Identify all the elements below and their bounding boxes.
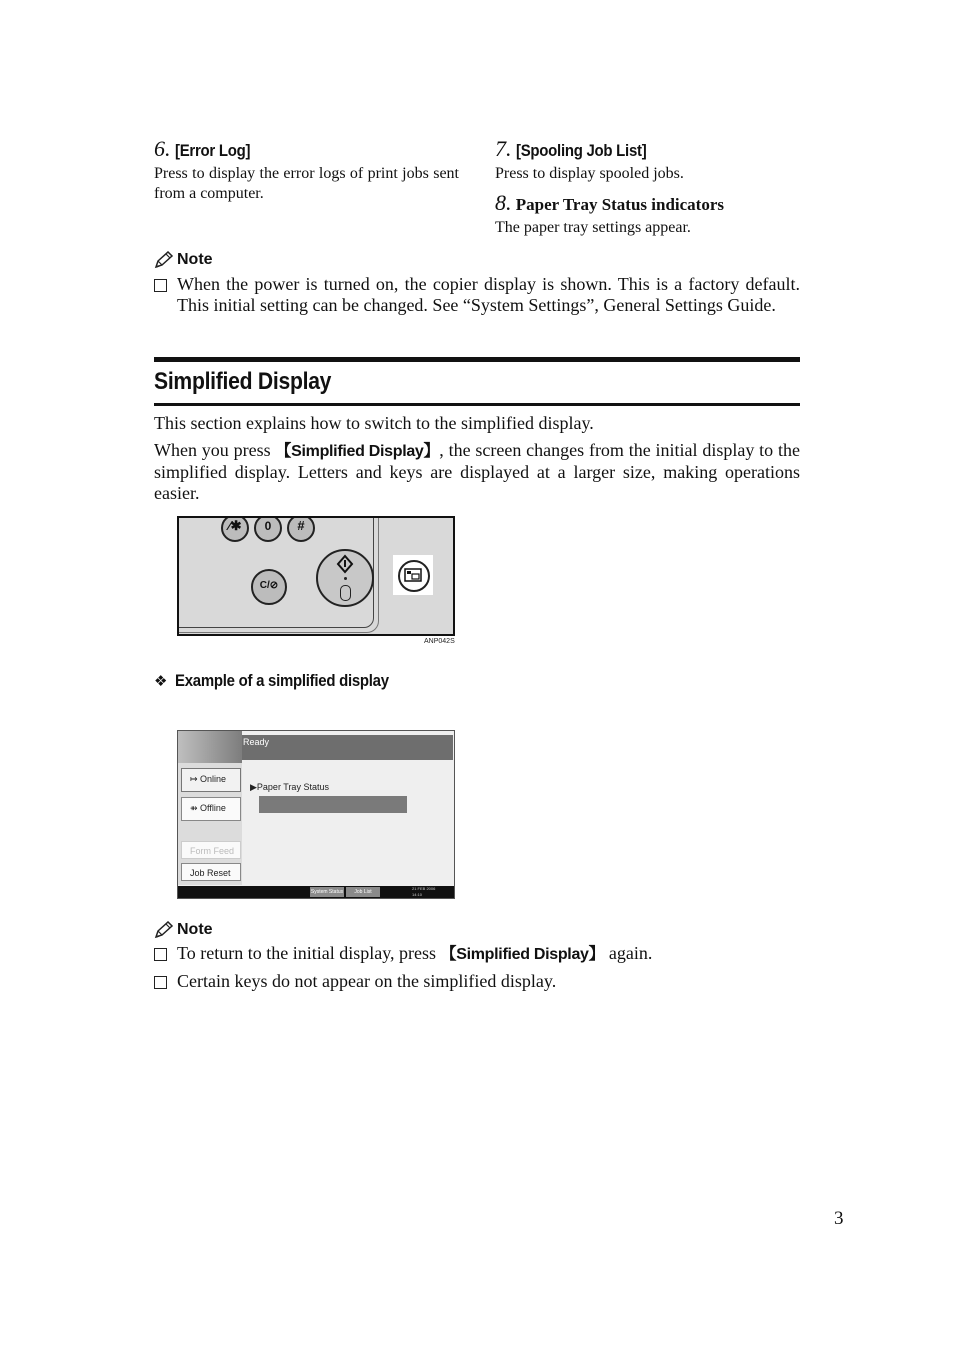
job-reset-button-label: Job Reset: [190, 868, 231, 878]
step-6-description: Press to display the error logs of print jobs sent from a computer.: [154, 165, 459, 202]
note-2-item-1-end: again.: [604, 943, 653, 963]
step-7: [495, 136, 805, 184]
system-status-button[interactable]: [310, 887, 344, 897]
section-top-rule: [154, 357, 800, 362]
note-1-title: Note: [177, 251, 213, 268]
form-feed-button[interactable]: [181, 841, 241, 859]
note-1-header: [154, 250, 800, 272]
simplified-display-button[interactable]: [393, 555, 433, 595]
step-8-number: 8.: [495, 190, 512, 215]
start-diamond-icon: [335, 554, 355, 574]
online-icon: ↦: [190, 774, 201, 784]
example-heading-text: Example of a simplified display: [175, 671, 390, 690]
pencil-icon: [154, 921, 174, 939]
paper-tray-status-bar: [259, 796, 407, 813]
checkbox-bullet-icon: [154, 976, 167, 989]
clear-stop-key-label: C/⊘: [259, 580, 279, 591]
screen-date: 21 FEB 2006: [412, 886, 436, 891]
section-title-text: Simplified Display: [154, 368, 332, 395]
offline-icon: ⇻: [190, 803, 201, 813]
section-bottom-rule: [154, 403, 800, 406]
control-panel-figure: [177, 516, 455, 636]
paper-tray-status-label: [250, 782, 329, 793]
note-1: [154, 250, 800, 316]
paper-tray-status-text: Paper Tray Status: [256, 782, 329, 792]
screen-status-text: Ready: [243, 737, 270, 747]
screen-time: 14:10: [412, 892, 423, 897]
note-2-item-1-text: [177, 943, 800, 965]
job-list-button[interactable]: [346, 887, 380, 897]
note-2-item-2: [154, 971, 800, 992]
simplified-display-key-label-2: 【Simplified Display】: [440, 946, 605, 963]
step-7-description: Press to display spooled jobs.: [495, 165, 684, 182]
online-button-label: Online: [200, 774, 227, 784]
step-8-heading: [495, 190, 805, 216]
pencil-icon: [154, 251, 174, 269]
note-2-title: Note: [177, 921, 213, 938]
note-2-header: [154, 920, 800, 942]
key-hash-label: #: [297, 518, 305, 533]
note-1-item: [154, 274, 800, 316]
section-intro: This section explains how to switch to the simplified display.: [154, 413, 594, 433]
page-number: 3: [834, 1208, 844, 1229]
note-2-item-1: [154, 943, 800, 965]
simplified-display-key-label: 【Simplified Display】: [275, 443, 440, 460]
step-8: [495, 190, 805, 238]
job-reset-button[interactable]: [181, 863, 241, 881]
offline-button[interactable]: [181, 797, 241, 821]
step-7-number: 7.: [495, 136, 512, 161]
key-zero-label: 0: [264, 519, 272, 533]
screen-header-left: [178, 731, 242, 763]
note-2-item-1-start: To return to the initial display, press: [177, 943, 441, 963]
simplified-display-icon: [404, 568, 422, 582]
step-6: [154, 136, 459, 204]
paragraph-text-end: , the screen changes from the initial display to the simplified display. Letters and keys are displayed at a larger size, making operations easier.: [154, 440, 800, 503]
form-feed-button-label: Form Feed: [190, 846, 235, 856]
example-heading: [154, 671, 554, 691]
key-star-label: ⁄✱: [228, 518, 242, 533]
clear-stop-key[interactable]: [251, 569, 287, 605]
step-7-label: [Spooling Job List]: [515, 141, 647, 160]
figure-caption: ANP042S: [424, 638, 455, 645]
arrow-right-icon: ▶: [250, 782, 257, 792]
system-status-label: System Status: [310, 889, 344, 895]
note-2: [154, 920, 800, 992]
online-button[interactable]: [181, 768, 241, 792]
step-8-label: Paper Tray Status indicators: [515, 195, 725, 214]
simplified-screen: [177, 730, 455, 899]
section-paragraph: [154, 440, 800, 504]
paragraph-text-start: When you press: [154, 440, 276, 460]
screen-bottom-bar: [178, 886, 454, 898]
offline-button-label: Offline: [200, 803, 226, 813]
job-list-label: Job List: [354, 889, 372, 895]
screen-status-bar: [242, 735, 453, 760]
start-key[interactable]: [316, 549, 374, 607]
step-6-heading: [154, 136, 459, 162]
start-key-slot: [340, 585, 351, 601]
checkbox-bullet-icon: [154, 279, 167, 292]
step-7-heading: [495, 136, 805, 162]
checkbox-bullet-icon: [154, 948, 167, 961]
step-6-number: 6.: [154, 136, 171, 161]
note-1-item-text: When the power is turned on, the copier display is shown. This is a factory default. This initial setting can be changed. See “System Settings”, General Settings Guide.: [177, 274, 800, 315]
step-6-label: [Error Log]: [174, 141, 250, 160]
step-8-description: The paper tray settings appear.: [495, 219, 691, 236]
diamond-bullet-icon: ❖: [154, 672, 168, 690]
note-2-item-2-text: Certain keys do not appear on the simplified display.: [177, 971, 557, 991]
section-title: [154, 368, 800, 396]
start-indicator-dot: [344, 577, 347, 580]
